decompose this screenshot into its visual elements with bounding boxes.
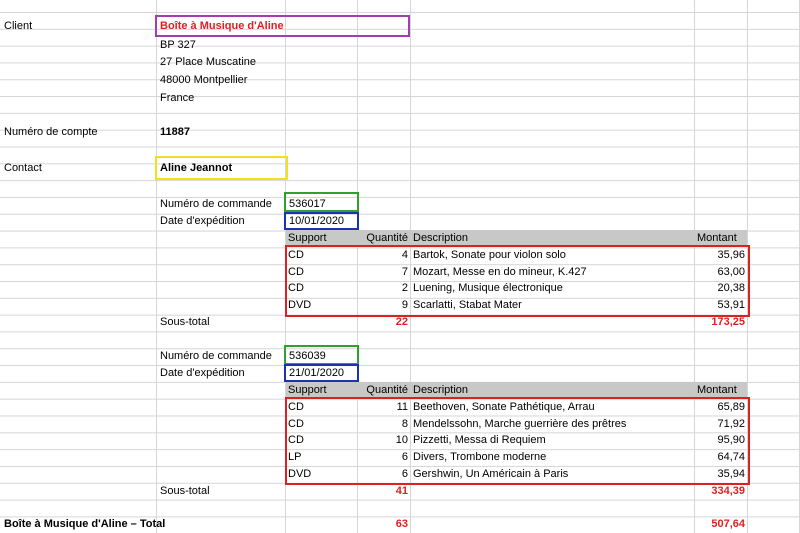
- cell-description[interactable]: Bartok, Sonate pour violon solo: [413, 249, 566, 261]
- cell-quantity[interactable]: 11: [396, 401, 408, 413]
- header-amount: Montant: [697, 384, 737, 396]
- order-number[interactable]: 536017: [289, 198, 326, 210]
- cell-support[interactable]: CD: [288, 282, 304, 294]
- cell-quantity[interactable]: 8: [401, 418, 408, 430]
- cell-support[interactable]: CD: [288, 434, 304, 446]
- contact-name[interactable]: Aline Jeannot: [160, 162, 233, 174]
- cell-amount[interactable]: 63,00: [717, 266, 745, 278]
- cell-description[interactable]: Mendelssohn, Marche guerrière des prêtres: [413, 418, 627, 430]
- contact-label: Contact: [4, 162, 42, 174]
- cell-quantity[interactable]: 7: [401, 266, 408, 278]
- account-label: Numéro de compte: [4, 126, 98, 138]
- header-description: Description: [413, 384, 469, 396]
- header-support: Support: [288, 384, 327, 396]
- cell-support[interactable]: LP: [288, 451, 302, 463]
- cell-quantity[interactable]: 9: [401, 299, 408, 311]
- client-label: Client: [4, 20, 33, 32]
- address-line[interactable]: BP 327: [160, 39, 196, 51]
- grand-total-quantity[interactable]: 63: [395, 518, 408, 530]
- cell-description[interactable]: Pizzetti, Messa di Requiem: [413, 434, 546, 446]
- cell-amount[interactable]: 64,74: [717, 451, 745, 463]
- cell-description[interactable]: Mozart, Messe en do mineur, K.427: [413, 266, 587, 278]
- header-amount: Montant: [697, 232, 737, 244]
- cell-quantity[interactable]: 10: [395, 434, 408, 446]
- cell-support[interactable]: CD: [288, 401, 304, 413]
- header-quantity: Quantité: [366, 232, 408, 244]
- cell-support[interactable]: DVD: [288, 299, 312, 311]
- ship-date-label: Date d'expédition: [160, 215, 245, 227]
- subtotal-label: Sous-total: [160, 316, 210, 328]
- cell-amount[interactable]: 95,90: [717, 434, 745, 446]
- cell-quantity[interactable]: 4: [401, 249, 408, 261]
- cell-amount[interactable]: 53,91: [717, 299, 745, 311]
- order-number-label: Numéro de commande: [160, 350, 272, 362]
- cell-amount[interactable]: 35,96: [717, 249, 745, 261]
- ship-date-label: Date d'expédition: [160, 367, 245, 379]
- cell-support[interactable]: DVD: [288, 468, 312, 480]
- grand-total-label: Boîte à Musique d'Aline – Total: [4, 518, 166, 530]
- subtotal-label: Sous-total: [160, 485, 210, 497]
- address-line[interactable]: 48000 Montpellier: [160, 74, 248, 86]
- cell-description[interactable]: Scarlatti, Stabat Mater: [413, 299, 522, 311]
- cell-quantity[interactable]: 2: [401, 282, 408, 294]
- cell-support[interactable]: CD: [288, 249, 304, 261]
- cell-quantity[interactable]: 6: [401, 468, 408, 480]
- grand-total-amount[interactable]: 507,64: [711, 518, 745, 530]
- cell-amount[interactable]: 20,38: [717, 282, 745, 294]
- cell-description[interactable]: Divers, Trombone moderne: [413, 451, 547, 463]
- cell-amount[interactable]: 71,92: [717, 418, 745, 430]
- cell-support[interactable]: CD: [288, 418, 304, 430]
- address-line[interactable]: 27 Place Muscatine: [160, 56, 256, 68]
- cell-description[interactable]: Beethoven, Sonate Pathétique, Arrau: [413, 401, 595, 413]
- order-number[interactable]: 536039: [289, 350, 326, 362]
- account-number[interactable]: 11887: [160, 126, 190, 138]
- cell-amount[interactable]: 65,89: [717, 401, 745, 413]
- subtotal-quantity[interactable]: 22: [395, 316, 408, 328]
- subtotal-amount[interactable]: 173,25: [711, 316, 745, 328]
- cell-support[interactable]: CD: [288, 266, 304, 278]
- header-description: Description: [413, 232, 469, 244]
- cell-description[interactable]: Luening, Musique électronique: [413, 282, 563, 294]
- address-line[interactable]: France: [160, 92, 195, 104]
- client-name[interactable]: Boîte à Musique d'Aline: [160, 20, 284, 32]
- header-quantity: Quantité: [366, 384, 408, 396]
- ship-date[interactable]: 21/01/2020: [289, 367, 345, 379]
- header-support: Support: [288, 232, 327, 244]
- ship-date[interactable]: 10/01/2020: [289, 215, 345, 227]
- subtotal-quantity[interactable]: 41: [395, 485, 408, 497]
- cell-description[interactable]: Gershwin, Un Américain à Paris: [413, 468, 569, 480]
- cell-amount[interactable]: 35,94: [717, 468, 745, 480]
- subtotal-amount[interactable]: 334,39: [711, 485, 745, 497]
- cell-quantity[interactable]: 6: [401, 451, 408, 463]
- order-number-label: Numéro de commande: [160, 198, 272, 210]
